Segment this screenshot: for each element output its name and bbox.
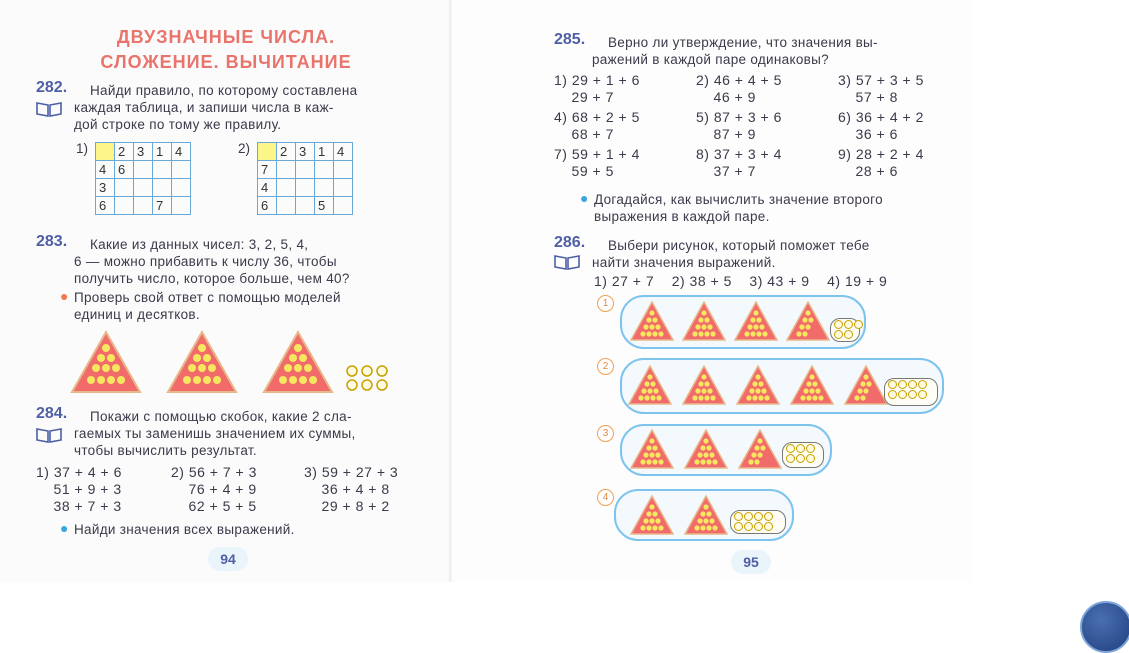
- unit-ring: [834, 320, 843, 329]
- table-cell: 4: [96, 161, 115, 179]
- ex285-pair9-b: 28 + 6: [838, 163, 898, 179]
- unit-ring: [786, 444, 795, 453]
- table-cell: [153, 179, 172, 197]
- unit-ring: [744, 522, 753, 531]
- unit-ring: [796, 454, 805, 463]
- open-book-icon: [36, 101, 62, 117]
- unit-ring: [796, 444, 805, 453]
- unit-ring: [844, 320, 853, 329]
- table-cell: [115, 179, 134, 197]
- table-cell: 7: [153, 197, 172, 215]
- table-cell: 5: [315, 197, 334, 215]
- exercise-283-number: 283.: [36, 233, 68, 250]
- unit-ring: [754, 512, 763, 521]
- page-number-left: 94: [208, 547, 248, 571]
- table-cell: [258, 143, 277, 161]
- tens-triangle-icon: [70, 330, 142, 394]
- ex284-col3-row2: 36 + 4 + 8: [304, 481, 390, 497]
- ex285-pair5-a: 5) 87 + 3 + 6: [696, 109, 782, 125]
- option-number-3: 3: [597, 425, 614, 442]
- unit-ring: [764, 512, 773, 521]
- unit-ring: [764, 522, 773, 531]
- table-cell: 6: [96, 197, 115, 215]
- ex285-pair3-a: 3) 57 + 3 + 5: [838, 72, 924, 88]
- table-cell: 2: [277, 143, 296, 161]
- exercise-283-hint-line2: единиц и десятков.: [74, 307, 200, 322]
- table-cell: [334, 179, 353, 197]
- bullet-dot-icon: ●: [580, 190, 589, 206]
- units-rings-icon: [344, 364, 392, 392]
- exercise-284-line2: гаемых ты заменишь значением их суммы,: [74, 426, 356, 441]
- table-cell: [96, 143, 115, 161]
- right-page: [452, 0, 972, 582]
- table-cell: [277, 161, 296, 179]
- table-cell: 2: [115, 143, 134, 161]
- table-cell: [296, 179, 315, 197]
- navigation-globe-button[interactable]: [1080, 601, 1129, 653]
- open-book-icon: [554, 254, 580, 270]
- table-cell: [134, 197, 153, 215]
- ex285-pair1-a: 1) 29 + 1 + 6: [554, 72, 640, 88]
- exercise-283-line3: получить число, которое больше, чем 40?: [74, 271, 350, 286]
- unit-ring: [844, 330, 853, 339]
- unit-ring: [908, 380, 917, 389]
- ex285-pair8-a: 8) 37 + 3 + 4: [696, 146, 782, 162]
- table1-label: 1): [76, 141, 89, 156]
- exercise-282-line2: каждая таблица, и запиши числа в каж-: [74, 100, 334, 115]
- tens-triangle-icon: [734, 301, 778, 341]
- rule-table-2: [257, 142, 353, 215]
- ex284-col1-row1: 1) 37 + 4 + 6: [36, 464, 122, 480]
- unit-ring: [898, 390, 907, 399]
- tens-triangle-icon: [844, 365, 888, 405]
- ex284-col3-row1: 3) 59 + 27 + 3: [304, 464, 399, 480]
- exercise-282-line3: дой строке по тому же правилу.: [74, 117, 282, 132]
- table-cell: [296, 161, 315, 179]
- unit-ring: [734, 522, 743, 531]
- table-cell: 4: [258, 179, 277, 197]
- table-cell: 4: [172, 143, 191, 161]
- exercise-286-line2: найти значения выражений.: [592, 255, 776, 270]
- option-number-1: 1: [597, 295, 614, 312]
- unit-ring: [754, 522, 763, 531]
- exercise-285-hint-line2: выражения в каждой паре.: [594, 209, 770, 224]
- tens-triangle-icon: [166, 330, 238, 394]
- exercise-285-line1: Верно ли утверждение, что значения вы-: [608, 35, 878, 50]
- tens-triangle-icon: [682, 365, 726, 405]
- ex284-col2-row3: 62 + 5 + 5: [171, 498, 257, 514]
- exercise-286-number: 286.: [554, 234, 586, 251]
- tens-triangle-icon: [684, 495, 728, 535]
- rule-table-1: [95, 142, 191, 215]
- ex285-pair9-a: 9) 28 + 2 + 4: [838, 146, 924, 162]
- ex285-pair1-b: 29 + 7: [554, 89, 614, 105]
- exercise-282-line1: Найди правило, по которому составлена: [90, 83, 358, 98]
- ex285-pair4-b: 68 + 7: [554, 126, 614, 142]
- table-cell: [134, 179, 153, 197]
- ex285-pair6-b: 36 + 6: [838, 126, 898, 142]
- table-cell: 1: [153, 143, 172, 161]
- tens-triangle-icon: [790, 365, 834, 405]
- ex284-col1-row3: 38 + 7 + 3: [36, 498, 122, 514]
- tens-triangle-icon: [628, 365, 672, 405]
- ex284-col3-row3: 29 + 8 + 2: [304, 498, 390, 514]
- unit-ring: [888, 390, 897, 399]
- tens-triangle-icon: [262, 330, 334, 394]
- unit-ring: [918, 380, 927, 389]
- ex284-col2-row1: 2) 56 + 7 + 3: [171, 464, 257, 480]
- tens-triangle-icon: [682, 301, 726, 341]
- unit-ring: [854, 320, 863, 329]
- exercise-283-line2: 6 — можно прибавить к числу 36, чтобы: [74, 254, 337, 269]
- ex285-pair2-b: 46 + 9: [696, 89, 756, 105]
- ex285-pair4-a: 4) 68 + 2 + 5: [554, 109, 640, 125]
- unit-ring: [898, 380, 907, 389]
- unit-ring: [744, 512, 753, 521]
- chapter-title-line2: СЛОЖЕНИЕ. ВЫЧИТАНИЕ: [100, 52, 352, 72]
- exercise-284-line3: чтобы вычислить результат.: [74, 443, 257, 458]
- ex285-pair8-b: 37 + 7: [696, 163, 756, 179]
- unit-ring: [806, 444, 815, 453]
- left-page: [0, 0, 452, 582]
- table-cell: [334, 161, 353, 179]
- table-cell: [134, 161, 153, 179]
- exercise-283-line1: Какие из данных чисел: 3, 2, 5, 4,: [90, 237, 309, 252]
- ex285-pair7-a: 7) 59 + 1 + 4: [554, 146, 640, 162]
- bullet-dot-icon: ●: [60, 288, 69, 304]
- tens-triangle-icon: [786, 301, 830, 341]
- tens-triangle-icon: [630, 429, 674, 469]
- tens-triangle-icon: [630, 495, 674, 535]
- table-cell: 3: [134, 143, 153, 161]
- exercise-282-number: 282.: [36, 79, 68, 96]
- exercise-284-hint: Найди значения всех выражений.: [74, 522, 295, 537]
- table-cell: [296, 197, 315, 215]
- exercise-284-line1: Покажи с помощью скобок, какие 2 сла-: [90, 409, 352, 424]
- bullet-dot-icon: ●: [60, 520, 69, 536]
- table-cell: [315, 179, 334, 197]
- table-cell: 4: [334, 143, 353, 161]
- chapter-title-line1: ДВУЗНАЧНЫЕ ЧИСЛА.: [116, 27, 336, 47]
- table-cell: [172, 179, 191, 197]
- exercise-285-line2: ражений в каждой паре одинаковы?: [592, 52, 829, 67]
- ex285-pair6-a: 6) 36 + 4 + 2: [838, 109, 924, 125]
- table-cell: 6: [258, 197, 277, 215]
- exercise-286-line1: Выбери рисунок, который поможет тебе: [608, 238, 870, 253]
- ex285-pair3-b: 57 + 8: [838, 89, 898, 105]
- tens-triangle-icon: [736, 365, 780, 405]
- unit-ring: [734, 512, 743, 521]
- table2-label: 2): [238, 141, 251, 156]
- ex285-pair7-b: 59 + 5: [554, 163, 614, 179]
- unit-ring: [918, 390, 927, 399]
- table-cell: [153, 161, 172, 179]
- unit-ring: [908, 390, 917, 399]
- tens-triangle-icon: [630, 301, 674, 341]
- page-number-right: 95: [731, 550, 771, 574]
- exercise-284-number: 284.: [36, 405, 68, 422]
- ex284-col1-row2: 51 + 9 + 3: [36, 481, 122, 497]
- ex285-pair2-a: 2) 46 + 4 + 5: [696, 72, 782, 88]
- table-cell: [334, 197, 353, 215]
- unit-ring: [888, 380, 897, 389]
- exercise-283-hint-line1: Проверь свой ответ с помощью моделей: [74, 290, 341, 305]
- table-cell: 1: [315, 143, 334, 161]
- table-cell: 7: [258, 161, 277, 179]
- table-cell: 6: [115, 161, 134, 179]
- table-cell: [172, 161, 191, 179]
- tens-triangle-icon: [684, 429, 728, 469]
- option-number-4: 4: [597, 489, 614, 506]
- table-cell: 3: [96, 179, 115, 197]
- unit-ring: [834, 330, 843, 339]
- ex284-col2-row2: 76 + 4 + 9: [171, 481, 257, 497]
- table-cell: [277, 179, 296, 197]
- option-number-2: 2: [597, 358, 614, 375]
- table-cell: [115, 197, 134, 215]
- table-cell: 3: [296, 143, 315, 161]
- unit-ring: [786, 454, 795, 463]
- exercise-285-hint-line1: Догадайся, как вычислить значение второго: [594, 192, 883, 207]
- exercise-286-expressions: 1) 27 + 7 2) 38 + 5 3) 43 + 9 4) 19 + 9: [594, 273, 888, 289]
- exercise-285-number: 285.: [554, 31, 586, 48]
- open-book-icon: [36, 427, 62, 443]
- table-cell: [172, 197, 191, 215]
- unit-ring: [806, 454, 815, 463]
- table-cell: [277, 197, 296, 215]
- table-cell: [315, 161, 334, 179]
- tens-triangle-icon: [738, 429, 782, 469]
- ex285-pair5-b: 87 + 9: [696, 126, 756, 142]
